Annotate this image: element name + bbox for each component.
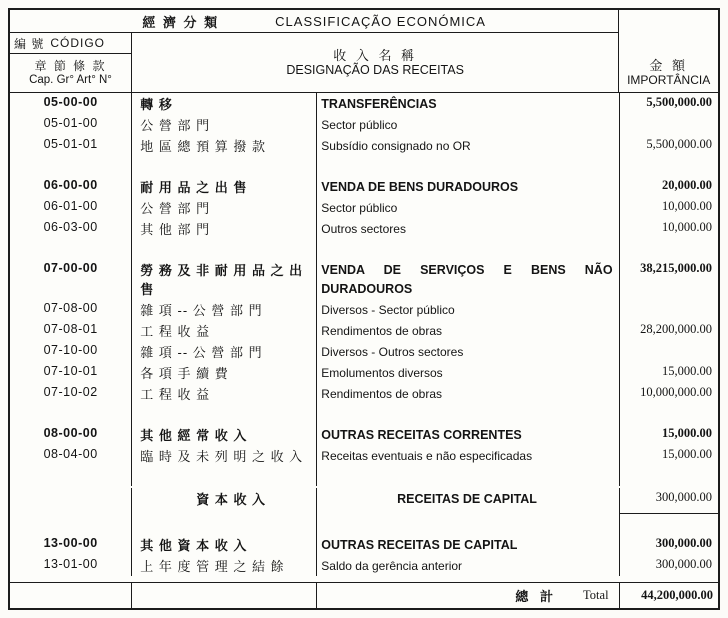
row-name-pt: OUTRAS RECEITAS CORRENTES [316, 424, 618, 445]
total-zh-cell [131, 583, 316, 608]
table-row [10, 424, 718, 445]
row-name-pt [316, 404, 618, 424]
row-name-zh: 工 程 收 益 [131, 383, 316, 404]
row-amount [619, 239, 718, 259]
row-amount: 5,500,000.00 [619, 135, 718, 156]
table-row [10, 299, 718, 320]
table-row [10, 534, 718, 555]
table-row [10, 156, 718, 176]
row-code [10, 514, 131, 534]
row-code [10, 488, 131, 514]
table-row [10, 176, 718, 197]
row-name-pt: Saldo da gerência anterior [316, 555, 618, 576]
total-label-zh: 總 計 [515, 589, 558, 604]
row-code: 06-00-00 [43, 178, 98, 192]
row-name-zh: 地 區 總 預 算 撥 款 [131, 135, 316, 156]
row-code: 13-01-00 [43, 557, 98, 571]
code-column-header [10, 33, 132, 92]
row-name-pt [316, 514, 618, 534]
row-name-pt: Diversos - Outros sectores [316, 341, 618, 362]
classification-title-strip [10, 10, 618, 33]
row-code: 05-01-00 [43, 116, 98, 130]
row-name-pt: TRANSFERÊNCIAS [316, 93, 618, 114]
table-row [10, 362, 718, 383]
table-row [10, 383, 718, 404]
row-name-zh: 勞 務 及 非 耐 用 品 之 出 售 [131, 259, 316, 299]
row-amount: 10,000,000.00 [619, 383, 718, 404]
row-name-zh: 其 他 部 門 [131, 218, 316, 239]
classification-title-pt: CLASSIFICAÇÃO ECONÓMICA [275, 13, 486, 29]
row-amount [619, 404, 718, 424]
row-amount: 10,000.00 [619, 218, 718, 239]
row-name-zh: 耐 用 品 之 出 售 [131, 176, 316, 197]
row-amount: 28,200,000.00 [619, 320, 718, 341]
row-code: 08-00-00 [43, 426, 98, 440]
row-amount: 10,000.00 [619, 197, 718, 218]
code-label-pt: CÓDIGO [50, 36, 106, 50]
row-name-pt: VENDA DE BENS DURADOUROS [316, 176, 618, 197]
row-code: 08-04-00 [43, 447, 98, 461]
total-row [10, 582, 718, 608]
row-amount: 300,000.00 [619, 534, 718, 555]
row-amount: 15,000.00 [619, 445, 718, 466]
row-name-pt [316, 466, 618, 486]
table-row [10, 466, 718, 486]
row-code [10, 156, 131, 176]
designation-column-header [132, 33, 618, 92]
row-name-zh: 上 年 度 管 理 之 結 餘 [131, 555, 316, 576]
row-code: 06-03-00 [43, 220, 98, 234]
table-row [10, 135, 718, 156]
table-row [10, 320, 718, 341]
row-amount: 20,000.00 [619, 176, 718, 197]
total-label-cell [316, 583, 618, 608]
row-name-zh: 其 他 經 常 收 入 [131, 424, 316, 445]
table-row [10, 197, 718, 218]
code-sub-pt: Cap. Gr° Art° N° [29, 74, 112, 86]
row-name-zh: 雜 項 -- 公 營 部 門 [131, 341, 316, 362]
row-amount [619, 156, 718, 176]
row-name-zh: 公 營 部 門 [131, 197, 316, 218]
table-row [10, 445, 718, 466]
amount-header-pt: IMPORTÂNCIA [627, 73, 711, 87]
row-code: 07-10-01 [43, 364, 98, 378]
designation-header-pt: DESIGNAÇÃO DAS RECEITAS [286, 62, 464, 77]
row-amount: 15,000.00 [619, 362, 718, 383]
row-name-zh [131, 514, 316, 534]
row-amount: 300,000.00 [619, 555, 718, 576]
row-name-zh [131, 156, 316, 176]
row-amount [619, 514, 718, 534]
code-label-zh: 編 號 [14, 36, 45, 51]
row-code [10, 239, 131, 259]
table-header [10, 10, 718, 93]
table-row [10, 239, 718, 259]
row-name-zh: 臨 時 及 未 列 明 之 收 入 [131, 445, 316, 466]
code-sub-zh: 章 節 條 款 [34, 59, 107, 73]
row-name-pt: Rendimentos de obras [316, 320, 618, 341]
row-name-pt: OUTRAS RECEITAS DE CAPITAL [316, 534, 618, 555]
row-code [10, 466, 131, 486]
total-label-en: Total [583, 588, 609, 602]
row-amount [619, 466, 718, 486]
row-amount [619, 299, 718, 320]
row-amount: 38,215,000.00 [619, 259, 718, 299]
row-code [10, 404, 131, 424]
row-name-zh: 工 程 收 益 [131, 320, 316, 341]
amount-column-header [618, 10, 718, 92]
row-code: 07-08-00 [43, 301, 98, 315]
row-name-pt: VENDA DE SERVIÇOS E BENS NÃO DURADOUROS [316, 259, 618, 299]
row-name-pt: Receitas eventuais e não especificadas [316, 445, 618, 466]
row-code: 05-00-00 [43, 95, 98, 109]
row-code: 07-08-01 [43, 322, 98, 336]
economic-classification-table [8, 8, 720, 610]
header-left-block [10, 10, 618, 92]
table-row [10, 404, 718, 424]
row-name-pt: Emolumentos diversos [316, 362, 618, 383]
row-name-pt: Subsídio consignado no OR [316, 135, 618, 156]
row-name-pt [316, 156, 618, 176]
header-lower [10, 33, 618, 92]
classification-title-zh: 經 濟 分 類 [142, 14, 220, 30]
amount-header-zh: 金 額 [649, 58, 688, 73]
table-row [10, 114, 718, 135]
row-amount: 15,000.00 [619, 424, 718, 445]
table-row [10, 341, 718, 362]
total-code-cell [10, 583, 131, 608]
row-name-pt: Sector público [316, 114, 618, 135]
row-amount: 5,500,000.00 [619, 93, 718, 114]
code-label-box [10, 33, 131, 54]
total-amount: 44,200,000.00 [619, 583, 718, 608]
row-name-zh [131, 404, 316, 424]
row-amount: 300,000.00 [619, 488, 718, 514]
table-body [10, 93, 718, 582]
row-code: 05-01-01 [43, 137, 98, 151]
row-name-zh: 各 項 手 續 費 [131, 362, 316, 383]
table-row [10, 486, 718, 514]
row-name-pt: RECEITAS DE CAPITAL [316, 488, 618, 514]
row-name-zh: 資 本 收 入 [131, 488, 316, 514]
table-row [10, 514, 718, 534]
row-code: 07-10-02 [43, 385, 98, 399]
row-code: 06-01-00 [43, 199, 98, 213]
row-name-zh: 公 營 部 門 [131, 114, 316, 135]
designation-header-zh: 收 入 名 稱 [333, 47, 418, 63]
row-amount [619, 341, 718, 362]
row-name-zh: 雜 項 -- 公 營 部 門 [131, 299, 316, 320]
row-amount [619, 114, 718, 135]
row-code: 07-00-00 [43, 261, 98, 275]
row-name-zh [131, 239, 316, 259]
row-code: 13-00-00 [43, 536, 98, 550]
row-code: 07-10-00 [43, 343, 98, 357]
row-name-pt [316, 239, 618, 259]
row-name-zh: 轉 移 [131, 93, 316, 114]
table-row [10, 555, 718, 576]
row-name-pt: Sector público [316, 197, 618, 218]
code-sublabels [10, 54, 131, 92]
table-row [10, 93, 718, 114]
table-row [10, 259, 718, 299]
row-name-zh [131, 466, 316, 486]
row-name-pt: Rendimentos de obras [316, 383, 618, 404]
row-name-zh: 其 他 資 本 收 入 [131, 534, 316, 555]
row-name-pt: Diversos - Sector público [316, 299, 618, 320]
table-row [10, 218, 718, 239]
row-name-pt: Outros sectores [316, 218, 618, 239]
